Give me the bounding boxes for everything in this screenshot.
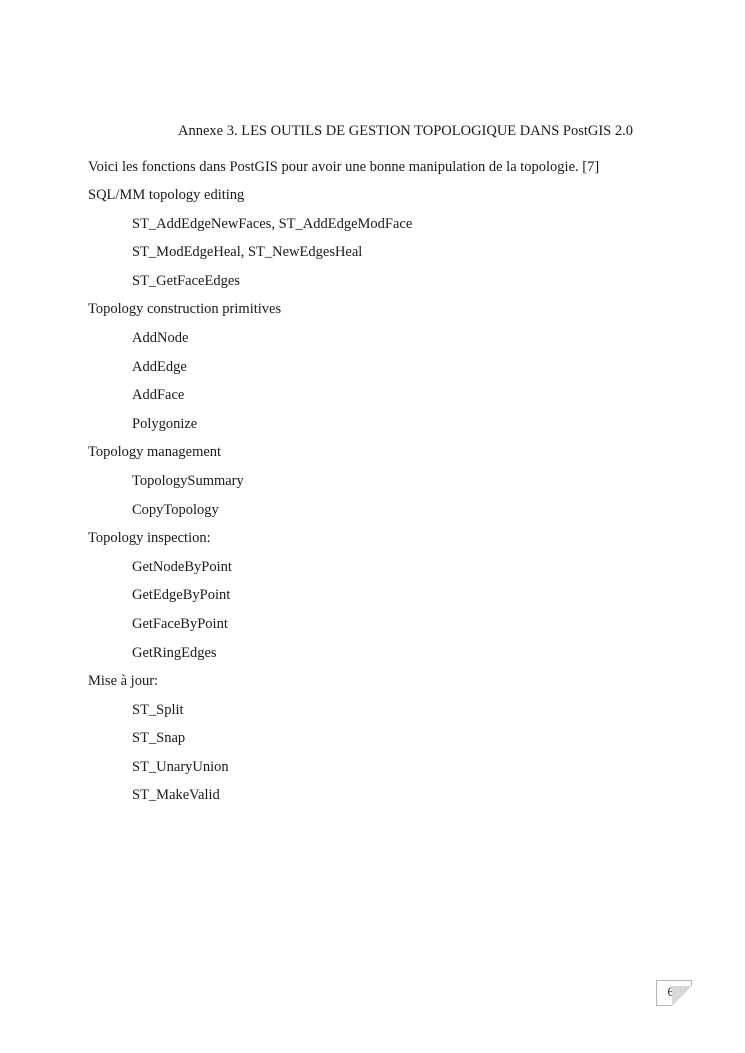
section-items xyxy=(88,471,412,528)
list-item: ST_AddEdgeNewFaces, ST_AddEdgeModFace xyxy=(132,215,413,232)
list-item: AddFace xyxy=(132,387,185,404)
section-update xyxy=(88,671,412,814)
list-item: ST_GetFaceEdges xyxy=(132,272,240,289)
section-construction xyxy=(88,299,412,442)
list-item: AddNode xyxy=(132,329,189,346)
list-item: CopyTopology xyxy=(132,501,219,518)
list-item: ST_ModEdgeHeal, ST_NewEdgesHeal xyxy=(132,244,363,261)
list-item: AddEdge xyxy=(132,358,187,375)
list-item: ST_MakeValid xyxy=(132,787,220,804)
section-management xyxy=(88,442,412,528)
list-item: GetNodeByPoint xyxy=(132,558,232,575)
list-item: ST_UnaryUnion xyxy=(132,758,229,775)
section-items xyxy=(88,214,412,300)
page-number-box xyxy=(656,980,692,1006)
section-title: Topology inspection: xyxy=(88,530,211,547)
section-title: SQL/MM topology editing xyxy=(88,187,245,203)
section-title: Topology construction primitives xyxy=(88,301,282,318)
page-fold-icon xyxy=(672,986,692,1006)
list-item: TopologySummary xyxy=(132,472,244,489)
function-list xyxy=(88,185,412,814)
section-sqlmm xyxy=(88,185,412,299)
section-title: Topology management xyxy=(88,444,222,461)
page-title: Annexe 3. LES OUTILS DE GESTION TOPOLOGIQUE DANS PostGIS 2.0 xyxy=(178,123,633,139)
section-title: Mise à jour: xyxy=(88,673,159,690)
section-items xyxy=(88,700,412,814)
section-items xyxy=(88,557,412,671)
list-item: GetRingEdges xyxy=(132,644,217,661)
list-item: ST_Snap xyxy=(132,730,186,747)
list-item: GetEdgeByPoint xyxy=(132,587,231,604)
intro-paragraph: Voici les fonctions dans PostGIS pour avoir une bonne manipulation de la topologie. [7] xyxy=(88,159,600,175)
list-item: GetFaceByPoint xyxy=(132,615,228,632)
list-item: ST_Split xyxy=(132,701,184,718)
section-inspection xyxy=(88,528,412,671)
section-items xyxy=(88,328,412,442)
page-number: 68 xyxy=(667,984,681,999)
list-item: Polygonize xyxy=(132,415,198,432)
